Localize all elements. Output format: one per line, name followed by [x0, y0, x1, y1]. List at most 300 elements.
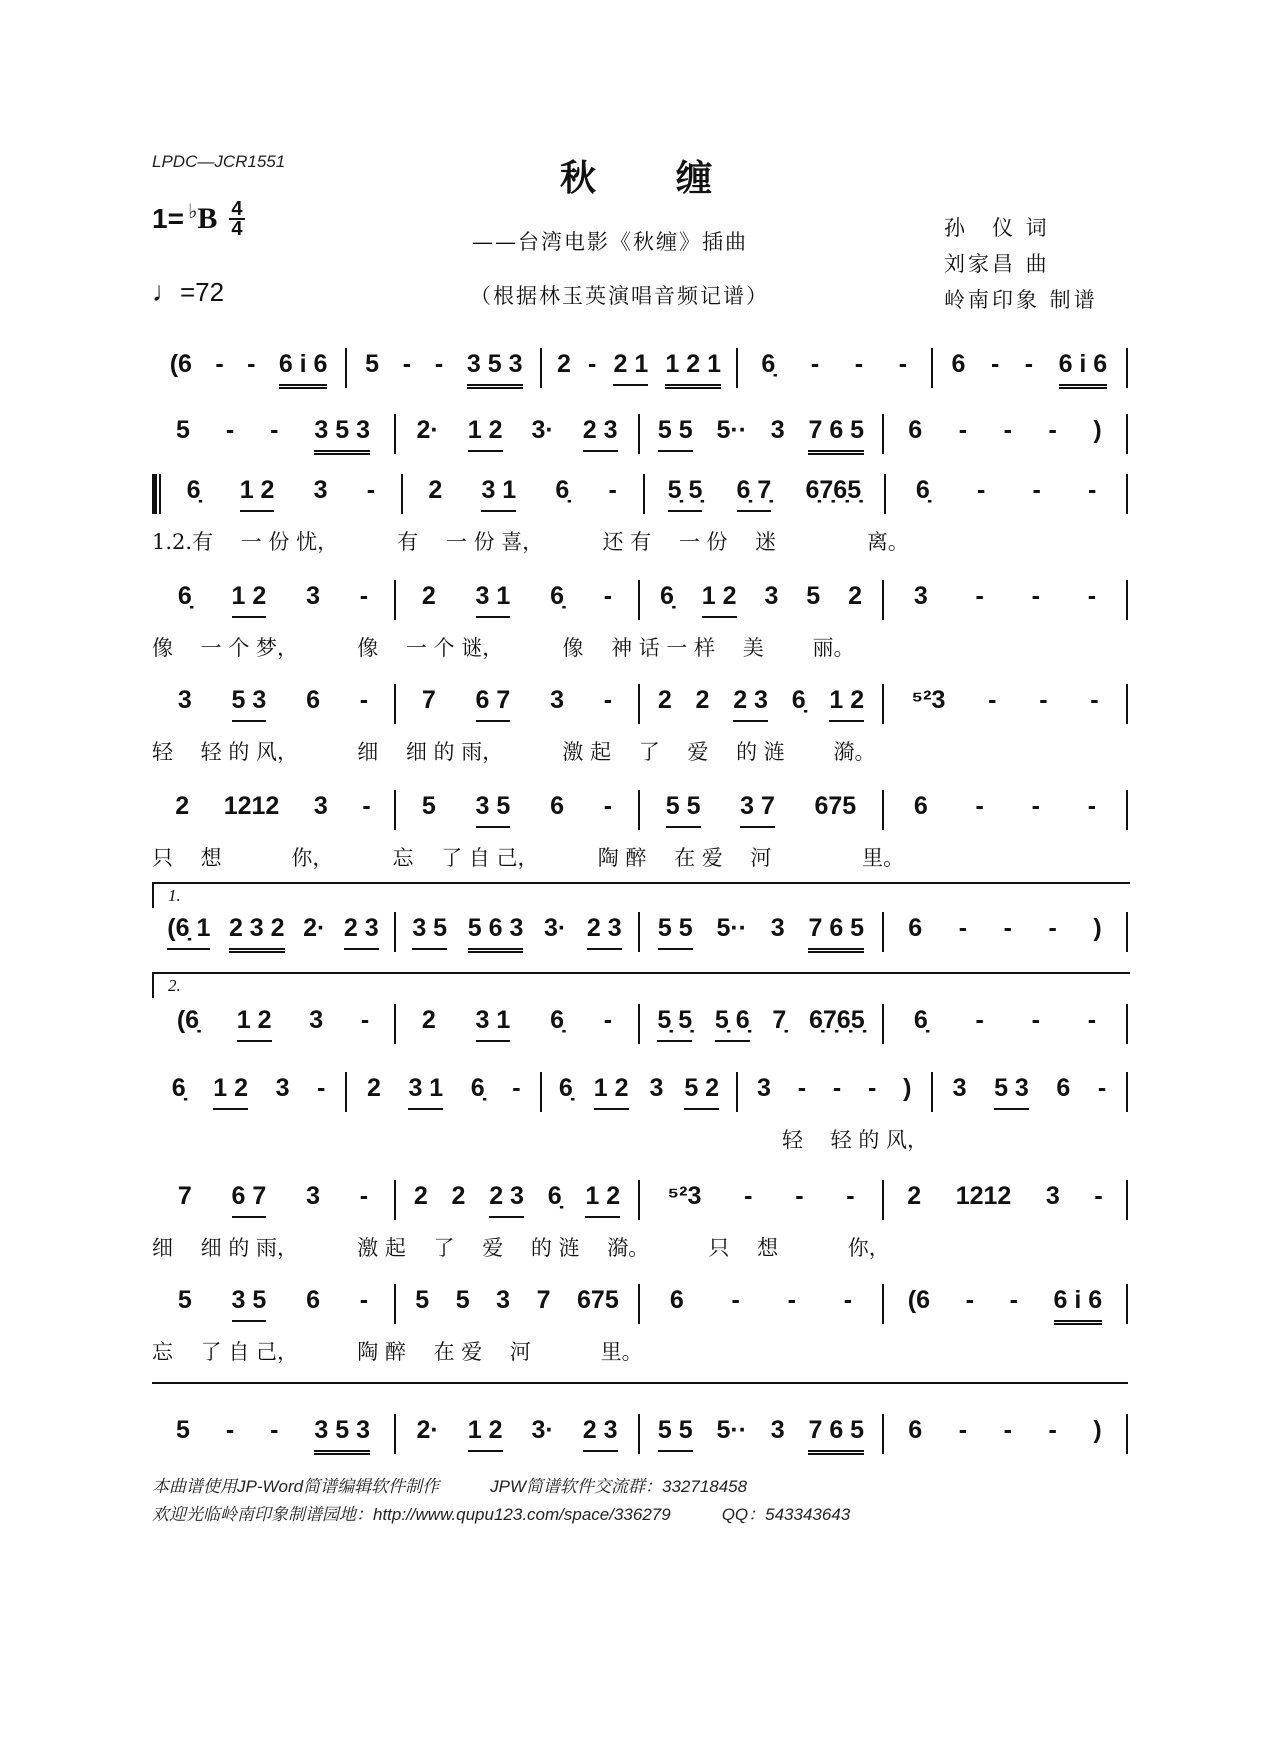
note-group: 7: [421, 686, 436, 714]
barline: [1126, 1180, 1128, 1220]
note-group: -: [1048, 416, 1057, 444]
note-group: 5̣ 5̣: [668, 470, 703, 512]
note-group: 2·: [416, 416, 439, 444]
note-group: -: [1048, 914, 1057, 942]
note-group: -: [1032, 476, 1041, 504]
note-group: 5 6 3: [468, 908, 524, 953]
note-group: 5 5: [658, 410, 693, 452]
note-group: -: [1031, 1006, 1040, 1034]
note-group: -: [225, 416, 235, 444]
note-group: 1 2: [585, 1176, 620, 1218]
note-group: -: [958, 914, 968, 942]
note-group: 5 5: [658, 908, 693, 950]
note-group: -: [588, 350, 597, 378]
repeat-start-barline: [152, 474, 161, 514]
measure: [640, 1280, 882, 1328]
notation-line: [152, 470, 1128, 554]
note-group: -: [1048, 1416, 1057, 1444]
measure: [886, 470, 1126, 518]
note-group: 6̣: [558, 1074, 573, 1102]
lyrics-row: 1.2.有 一 份 忧， 有 一 份 喜， 还 有 一 份 迷 离。: [152, 530, 909, 554]
notes-row: [152, 1000, 1128, 1060]
note-group: 6: [550, 792, 564, 820]
measure: [152, 680, 394, 728]
note-group: -: [603, 582, 613, 610]
note-group: 1 2: [468, 1410, 503, 1452]
measure: [403, 470, 643, 518]
note-group: 6: [306, 686, 320, 714]
note-group: 3 7: [740, 786, 775, 828]
note-group: -: [359, 582, 369, 610]
note-group: 1 2: [213, 1068, 248, 1110]
measure: [152, 1176, 394, 1224]
note-group: ): [1093, 1416, 1102, 1444]
measure: [161, 470, 401, 518]
note-group: 5: [806, 582, 821, 610]
note-group: 1 2 1: [665, 344, 721, 389]
measure: [542, 1068, 735, 1116]
notes-row: [152, 344, 1128, 404]
note-group: -: [965, 1286, 974, 1314]
note-group: 3: [952, 1074, 967, 1102]
note-group: 6̣: [555, 476, 570, 504]
note-group: 2 3: [733, 680, 768, 722]
note-group: 3 5: [412, 908, 447, 950]
measure: [396, 908, 638, 956]
note-group: 675: [577, 1286, 619, 1314]
note-group: 2: [907, 1182, 922, 1210]
note-group: -: [731, 1286, 740, 1314]
note-group: 3: [770, 914, 785, 942]
note-group: 5 5: [666, 786, 701, 828]
barline: [1126, 1072, 1128, 1112]
volta-bracket: [152, 882, 1130, 908]
note-group: -: [867, 1074, 877, 1102]
notation-line: [152, 576, 1128, 660]
measure: [884, 1410, 1126, 1458]
note-group: 2 3: [587, 908, 622, 950]
time-signature: [229, 200, 244, 238]
note-group: -: [608, 476, 617, 504]
note-group: 6̣ 7̣: [737, 470, 772, 512]
note-group: -: [225, 1416, 235, 1444]
note-group: 5··: [716, 416, 747, 444]
barline: [1126, 414, 1128, 454]
note-group: 3: [306, 1182, 320, 1210]
notes-row: [152, 908, 1128, 968]
note-group: 6̣: [659, 582, 674, 610]
note-group: 7 6 5: [808, 908, 864, 953]
measure: [347, 1068, 540, 1116]
note-group: ⁵²3: [667, 1182, 702, 1210]
note-group: -: [787, 1286, 796, 1314]
note-group: -: [975, 582, 984, 610]
lyrics-row: 轻 轻 的 风， 细 细 的 雨， 激 起 了 爱 的 涟 漪。: [152, 740, 876, 764]
note-group: 5: [455, 1286, 470, 1314]
note-group: 3: [770, 1416, 785, 1444]
measure: [152, 908, 394, 956]
barline: [1126, 1004, 1128, 1044]
note-group: 2: [556, 350, 571, 378]
note-group: 5: [415, 1286, 430, 1314]
notes-row: [152, 680, 1128, 740]
note-group: 3: [177, 686, 192, 714]
note-group: 2: [413, 1182, 428, 1210]
note-group: 6̣: [470, 1074, 485, 1102]
note-group: -: [603, 686, 613, 714]
note-group: 1 2: [594, 1068, 629, 1110]
note-group: 6: [669, 1286, 684, 1314]
note-group: (6̣: [176, 1006, 200, 1034]
note-group: 5··: [716, 914, 747, 942]
transcriber-credit: 岭南印象 制谱: [944, 288, 1098, 312]
measure: [152, 1068, 345, 1116]
lyrics-row: 轻 轻 的 风，: [152, 1128, 929, 1152]
note-group: 2 1: [613, 344, 648, 386]
note-group: -: [360, 1006, 370, 1034]
note-group: 5: [365, 350, 379, 378]
note-group: 6̣: [791, 686, 806, 714]
note-group: -: [1088, 476, 1097, 504]
note-group: 5 2: [684, 1068, 719, 1110]
note-group: 3: [313, 792, 328, 820]
note-group: 2: [695, 686, 710, 714]
note-group: 6: [908, 914, 923, 942]
lyrics-row: 细 细 的 雨， 激 起 了 爱 的 涟 漪。 只 想 你，: [152, 1236, 890, 1260]
note-group: -: [359, 1286, 369, 1314]
note-group: 7 6 5: [808, 1410, 864, 1455]
note-group: 2 3: [344, 908, 379, 950]
barline: [1126, 684, 1128, 724]
barline: [1126, 912, 1128, 952]
note-group: (6: [169, 350, 192, 378]
lyricist-credit: 孙 仪 词: [944, 216, 1050, 240]
note-group: 2·: [303, 914, 326, 942]
note-group: 6 i 6: [1059, 344, 1108, 389]
notation-line: [152, 1176, 1128, 1260]
note-group: -: [1031, 792, 1040, 820]
measure: [152, 410, 394, 458]
note-group: -: [603, 792, 613, 820]
notation-line: [152, 908, 1128, 968]
note-group: 6̣: [915, 476, 930, 504]
notation-line: [152, 1280, 1128, 1364]
note-group: 3: [757, 1074, 771, 1102]
note-group: 1 2: [468, 410, 503, 452]
notes-row: [152, 576, 1128, 636]
footer-line-1: 本曲谱使用JP-Word简谱编辑软件制作 JPW简谱软件交流群：332718458: [152, 1477, 748, 1496]
note-group: 1212: [955, 1182, 1012, 1210]
note-group: 1 2: [240, 470, 275, 512]
note-group: 6: [913, 792, 928, 820]
note-group: 6̣: [761, 350, 776, 378]
note-group: -: [810, 350, 820, 378]
note-group: 6̣: [186, 476, 201, 504]
tempo-marking: [152, 276, 224, 308]
measure: [640, 576, 882, 624]
measure: [396, 1280, 638, 1328]
note-group: 3: [275, 1074, 290, 1102]
note-group: 7: [536, 1286, 551, 1314]
footer-line-2: 欢迎光临岭南印象制谱园地：http://www.qupu123.com/space/336279 QQ：543343643: [152, 1505, 851, 1524]
note-group: 3 5: [476, 786, 511, 828]
note-group: 6: [306, 1286, 320, 1314]
barline: [1126, 348, 1128, 388]
notes-row: [152, 1410, 1128, 1470]
note-group: 2: [428, 476, 443, 504]
measure: [640, 786, 882, 834]
note-group: 6: [908, 1416, 923, 1444]
note-group: 3: [770, 416, 785, 444]
barline: [1126, 474, 1128, 514]
notes-row: [152, 1280, 1128, 1340]
note-group: 1 2: [232, 576, 267, 618]
volta-label: 2.: [168, 976, 181, 995]
measure: [640, 1176, 882, 1224]
note-group: 2 3 2: [229, 908, 285, 953]
note-group: 5̣ 5̣: [657, 1000, 692, 1042]
note-group: -: [603, 1006, 613, 1034]
note-group: -: [359, 686, 369, 714]
notation-line: [152, 1410, 1128, 1470]
note-group: -: [1003, 416, 1012, 444]
note-group: 6̣: [547, 1182, 562, 1210]
note-group: -: [1003, 1416, 1012, 1444]
measure: [640, 1410, 882, 1458]
measure: [640, 410, 882, 458]
measure: [396, 1000, 638, 1048]
measure: [396, 1176, 638, 1224]
measure: [542, 344, 735, 392]
note-group: 7: [177, 1182, 192, 1210]
notes-row: [152, 410, 1128, 470]
note-group: -: [795, 1182, 804, 1210]
note-group: -: [359, 1182, 369, 1210]
note-group: -: [1009, 1286, 1018, 1314]
measure: [152, 576, 394, 624]
note-group: -: [1039, 686, 1048, 714]
measure: [884, 410, 1126, 458]
note-group: -: [976, 476, 986, 504]
tempo-value: =72: [180, 277, 225, 307]
notation-line: [152, 1000, 1128, 1060]
barline: [1126, 580, 1128, 620]
note-group: 5: [175, 416, 190, 444]
measure: [640, 1000, 882, 1048]
measure: [396, 1410, 638, 1458]
notes-row: [152, 1068, 1128, 1128]
volta-label: 1.: [168, 886, 181, 905]
note-group: 3: [550, 686, 564, 714]
note-group: ): [903, 1074, 912, 1102]
note-group: 675: [814, 792, 857, 820]
barline: [1126, 790, 1128, 830]
note-group: 3: [306, 582, 320, 610]
note-group: 2·: [416, 1416, 439, 1444]
note-group: 2: [848, 582, 863, 610]
note-group: 3 1: [481, 470, 516, 512]
measure: [152, 786, 394, 834]
measure: [884, 786, 1126, 834]
note-group: ): [1093, 416, 1102, 444]
note-group: 3: [1045, 1182, 1060, 1210]
note-group: 3 1: [476, 576, 511, 618]
note-group: 3: [313, 476, 328, 504]
quarter-note-icon: ♩: [152, 276, 180, 307]
note-group: 6̣: [913, 1006, 928, 1034]
measure: [152, 1410, 394, 1458]
note-group: 6̣7̣6̣5̣: [805, 476, 862, 504]
note-group: 1 2: [702, 576, 737, 618]
key-prefix: 1=: [152, 203, 184, 234]
key-signature: [152, 200, 245, 238]
measure: [396, 786, 638, 834]
measure: [884, 680, 1126, 728]
note-group: ): [1093, 914, 1102, 942]
note-group: -: [270, 1416, 279, 1444]
note-group: -: [1087, 792, 1097, 820]
measure: [933, 1068, 1126, 1116]
lyrics-row: 只 想 你， 忘 了 自 己， 陶 醉 在 爱 河 里。: [152, 846, 905, 870]
measure: [933, 344, 1126, 392]
note-group: -: [512, 1074, 521, 1102]
source-note: （根据林玉英演唱音频记谱）: [470, 284, 769, 308]
note-group: -: [797, 1074, 807, 1102]
measure: [152, 344, 345, 392]
measure: [152, 1280, 394, 1328]
measure: [396, 576, 638, 624]
note-group: -: [990, 350, 1000, 378]
note-group: -: [832, 1074, 842, 1102]
note-group: 3 1: [476, 1000, 511, 1042]
note-group: -: [270, 416, 279, 444]
note-group: 3 5 3: [314, 410, 370, 455]
measure: [396, 680, 638, 728]
note-group: -: [434, 350, 444, 378]
note-group: -: [1024, 350, 1034, 378]
volta-bracket: [152, 972, 1130, 998]
notation-line: [152, 1068, 1128, 1152]
note-group: 3·: [531, 1416, 554, 1444]
measure: [884, 1280, 1126, 1328]
note-group: 1212: [223, 792, 280, 820]
note-group: 3: [309, 1006, 324, 1034]
note-group: 3: [649, 1074, 664, 1102]
key-note: B: [197, 202, 218, 235]
note-group: 6̣7̣6̣5̣: [809, 1006, 865, 1034]
note-group: 2: [175, 792, 190, 820]
note-group: 5: [177, 1286, 192, 1314]
note-group: ⁵²3: [911, 686, 946, 714]
note-group: -: [1090, 686, 1099, 714]
note-group: 5 5: [658, 1410, 693, 1452]
note-group: 2: [421, 1006, 436, 1034]
note-group: 5: [421, 792, 436, 820]
notes-row: [152, 786, 1128, 846]
note-group: 6: [1056, 1074, 1071, 1102]
note-group: 2 3: [489, 1176, 524, 1218]
note-group: 2: [366, 1074, 381, 1102]
note-group: -: [366, 476, 376, 504]
note-group: 3·: [531, 416, 554, 444]
note-group: -: [1031, 582, 1040, 610]
note-group: 6: [951, 350, 966, 378]
note-group: 5̣ 6̣: [715, 1000, 750, 1042]
note-group: -: [1087, 582, 1097, 610]
note-group: 3: [764, 582, 779, 610]
note-group: -: [854, 350, 864, 378]
flat-icon: ♭: [187, 200, 198, 223]
note-group: 1 2: [829, 680, 864, 722]
measure: [640, 680, 882, 728]
note-group: -: [247, 350, 256, 378]
note-group: 3: [913, 582, 928, 610]
note-group: 6̣: [177, 582, 192, 610]
measure: [152, 1000, 394, 1048]
lyrics-row: 像 一 个 梦， 像 一 个 谜， 像 神 话 一 样 美 丽。: [152, 636, 855, 660]
note-group: 2: [421, 582, 436, 610]
measure: [645, 470, 885, 518]
coda-rule: [152, 1382, 1128, 1384]
note-group: 2: [657, 686, 672, 714]
notation-line: [152, 410, 1128, 470]
note-group: 6̣: [550, 582, 564, 610]
note-group: -: [215, 350, 224, 378]
measure: [884, 1176, 1126, 1224]
note-group: -: [843, 1286, 853, 1314]
note-group: 3 5 3: [467, 344, 523, 389]
note-group: -: [975, 792, 984, 820]
note-group: -: [975, 1006, 984, 1034]
note-group: 6: [908, 416, 923, 444]
note-group: (6̣ 1: [167, 908, 210, 950]
measure: [347, 344, 540, 392]
note-group: -: [958, 1416, 968, 1444]
notation-line: [152, 680, 1128, 764]
note-group: -: [846, 1182, 855, 1210]
note-group: 2 3: [583, 1410, 618, 1452]
lyrics-row: 忘 了 自 己， 陶 醉 在 爱 河 里。: [152, 1340, 643, 1364]
note-group: -: [1097, 1074, 1107, 1102]
note-group: 6 i 6: [1054, 1280, 1103, 1325]
note-group: 2: [451, 1182, 466, 1210]
note-group: 5··: [716, 1416, 747, 1444]
note-group: -: [958, 416, 968, 444]
notation-line: [152, 786, 1128, 870]
note-group: 5: [175, 1416, 190, 1444]
note-group: 6 7: [476, 680, 511, 722]
note-group: -: [317, 1074, 326, 1102]
composer-credit: 刘家昌 曲: [944, 252, 1050, 276]
measure: [396, 410, 638, 458]
note-group: 3 1: [408, 1068, 443, 1110]
measure: [884, 1000, 1126, 1048]
note-group: 5 3: [232, 680, 267, 722]
note-group: -: [988, 686, 997, 714]
note-group: -: [402, 350, 412, 378]
note-group: 3 5: [232, 1280, 267, 1322]
measure: [884, 576, 1126, 624]
note-group: 6̣: [171, 1074, 186, 1102]
note-group: 5 3: [994, 1068, 1029, 1110]
subtitle: ——台湾电影《秋缠》插曲: [472, 230, 748, 254]
note-group: -: [744, 1182, 753, 1210]
score-code: LPDC—JCR1551: [152, 152, 286, 171]
note-group: -: [898, 350, 908, 378]
note-group: 2 3: [583, 410, 618, 452]
note-group: -: [362, 792, 371, 820]
note-group: -: [1094, 1182, 1103, 1210]
